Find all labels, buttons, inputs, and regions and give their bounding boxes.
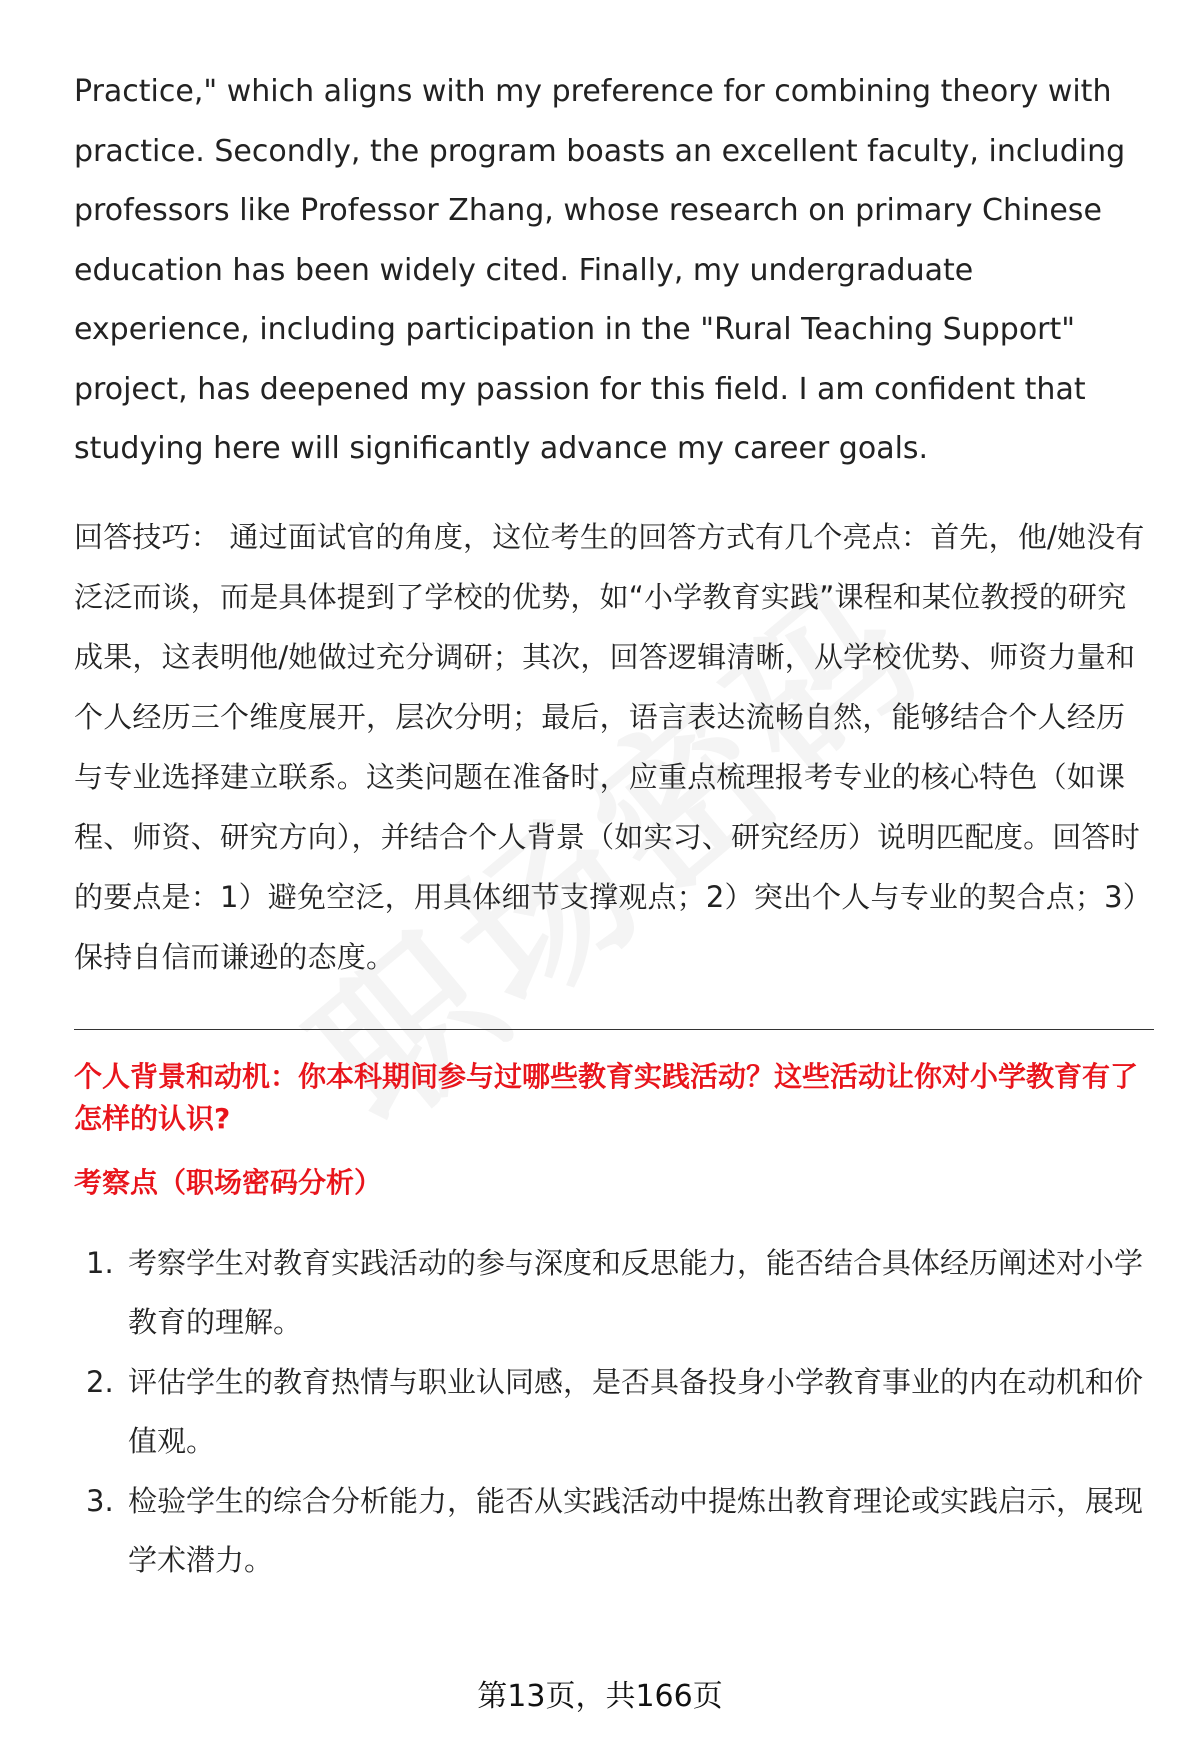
page-number: 第13页，共166页 (477, 1679, 723, 1714)
list-item (74, 1353, 1154, 1472)
list-item (74, 1234, 1154, 1353)
page-content (74, 62, 1154, 1591)
analysis-points-list (74, 1234, 1154, 1591)
list-item-number: 3. (86, 1483, 114, 1518)
list-item (74, 1472, 1154, 1591)
list-item-text: 评估学生的教育热情与职业认同感，是否具备投身小学教育事业的内在动机和价值观。 (128, 1364, 1144, 1458)
list-item-number: 1. (86, 1245, 114, 1280)
analysis-subtitle: 考察点（职场密码分析） (74, 1165, 383, 1199)
section-divider (74, 1029, 1154, 1030)
answer-tips-paragraph: 回答技巧： 通过面试官的角度，这位考生的回答方式有几个亮点：首先，他/她没有泛泛而谈，而是具体提到了学校的优势，如“小学教育实践”课程和某位教授的研究成果，这表明他/她做过充分调研；其次，回答逻辑清晰，从学校优势、师资力量和个人经历三个维度展开，层次分明；最后，语言表达流畅自然，能够结合个人经历与专业选择建立联系。这类问题在准备时，应重点梳理报考专业的核心特色（如课程、师资、研究方向），并结合个人背景（如实习、研究经历）说明匹配度。回答时的要点是：1）避免空泛，用具体细节支撑观点；2）突出个人与专业的契合点；3）保持自信而谦逊的态度。 (74, 519, 1152, 974)
question-title: 个人背景和动机：你本科期间参与过哪些教育实践活动？这些活动让你对小学教育有了怎样的认识? (74, 1059, 1139, 1135)
answer-english-paragraph: Practice," which aligns with my preference for combining theory with practice. Secondly, the program boasts an excellent faculty, including professors like Professor Zhang, whose research on primary Chinese education has been widely cited. Finally, my undergraduate experience, including participation in the "Rural Teaching Support" project, has deepened my passion for this field. I am confident that studying here will significantly advance my career goals. (74, 74, 1126, 466)
list-item-text: 考察学生对教育实践活动的参与深度和反思能力，能否结合具体经历阐述对小学教育的理解。 (128, 1245, 1144, 1339)
list-item-number: 2. (86, 1364, 114, 1399)
list-item-text: 检验学生的综合分析能力，能否从实践活动中提炼出教育理论或实践启示，展现学术潜力。 (128, 1483, 1144, 1577)
